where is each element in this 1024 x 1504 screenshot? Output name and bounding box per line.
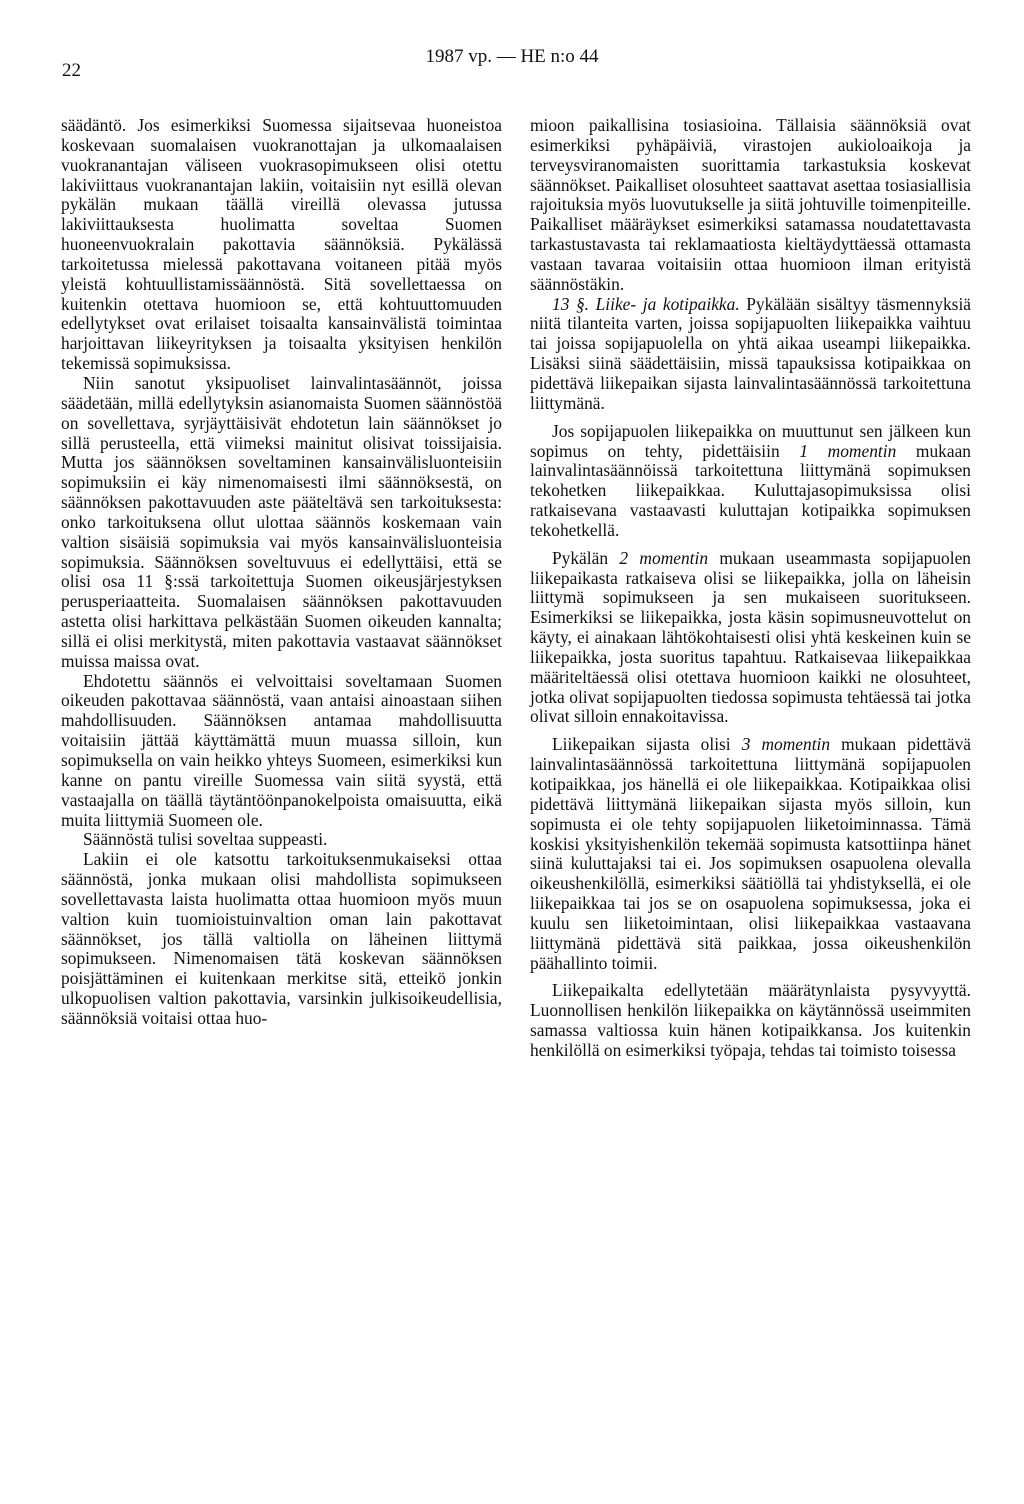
left-column [61,116,502,1029]
paragraph: Lakiin ei ole katsottu tarkoituksenmukaiseksi ottaa säännöstä, jonka mukaan olisi mahdollista sopimukseen sovellettavasta laista huolimatta ottaa huomioon myös muun valtion kuin tuomioistuinvaltion oman lain pakottavat säännökset, jos tällä valtiolla on läheinen liittymä sopimukseen. Nimenomaisen tätä koskevan säännöksen poisjättäminen ei kuitenkaan merkitse sitä, etteikö jonkin ulkopuolisen valtion pakottavia, varsinkin julkisoikeudellisia, säännöksiä voitaisi ottaa huo- [61,849,502,1028]
paragraph-text: mukaan lainvalintasäännöissä tarkoitettuna liittymänä sopimuksen tekohetken liikepaikkaa. Kuluttajasopimuksissa olisi ratkaisevana vastaavasti kuluttajan kotipaikka sopimuksen tekohetkellä. [530,440,971,540]
paragraph [530,549,971,728]
paragraph: säädäntö. Jos esimerkiksi Suomessa sijaitsevaa huoneistoa koskevaan suomalaisen vuokranottajan ja ulkomaalaisen vuokranantajan väliseen vuokrasopimukseen olisi otettu lakiviittaus vuokranantajan lakiin, voitaisiin nyt esillä olevan pykälän mukaan täällä vireillä olevassa jutussa lakiviittauksesta huolimatta soveltaa Suomen huoneenvuokralain pakottavia säännöksiä. Pykälässä tarkoitetussa mielessä pakottavana voitaneen pitää myös yleistä kohtuullistamissäännöstä. Sitä sovellettaessa on kuitenkin otettava huomioon se, että kohtuuttomuuden edellytykset ovat erilaiset toisaalta kansainvälistä toimintaa harjoittavan liikeyrityksen ja toisaalta yksityisen henkilön tekemissä sopimuksissa. [61,115,502,374]
running-header: 1987 vp. — HE n:o 44 [425,46,599,67]
paragraph: Liikepaikalta edellytetään määrätynlaista pysyvyyttä. Luonnollisen henkilön liikepaikka on käytännössä useimmiten samassa valtiossa kuin hänen kotipaikkansa. Jos kuitenkin henkilöllä on esimerkiksi työpaja, tehdas tai toimisto toisessa [530,980,971,1060]
page-number: 22 [62,60,81,81]
paragraph: mioon paikallisina tosiasioina. Tällaisia säännöksiä ovat esimerkiksi pyhäpäiviä, virastojen aukioloaikoja ja terveysviranomaisten suorittamia tarkastuksia koskevat säännökset. Paikalliset olosuhteet saattavat asettaa tosiasiallisia rajoituksia myös luovutukselle ja siitä johtuville toimenpiteille. Paikalliset määräykset esimerkiksi satamassa noudatettavasta tarkastustavasta tai reklamaatiosta kieltäydyttäessä ottamasta vastaan tavaraa voitaisiin ottaa huomioon ilman erityistä säännöstäkin. [530,115,971,294]
paragraph-text: Jos sopijapuolen liikepaikka on muuttunut sen jälkeen kun sopimus on tehty, pidettäisiin [530,420,971,461]
emphasis: 1 momentin [799,440,897,461]
paragraph [530,422,971,541]
emphasis: 3 momentin [741,734,831,755]
paragraph-section-13 [530,295,971,414]
section-heading: 13 §. Liike- ja kotipaikka. [552,293,740,314]
paragraph: Ehdotettu säännös ei velvoittaisi soveltamaan Suomen oikeuden pakottavaa säännöstä, vaan antaisi ainoastaan siihen mahdollisuuden. Säännöksen antamaa mahdollisuutta voitaisiin jättää käyttämättä muun muassa silloin, kun sopimuksella on vain heikko yhteys Suomeen, esimerkiksi kun kanne on pantu vireille Suomessa vain siitä syystä, että vastaajalla on täällä täytäntöönpanokelpoista omaisuutta, eikä muita liittymiä Suomeen ole. [61,670,502,830]
paragraph-text: Pykälään sisältyy täsmennyksiä niitä tilanteita varten, joissa sopijapuolten liikepaikka vaihtuu tai joissa sopijapuolella on yhtä aikaa useampi liikepaikka. Lisäksi siinä säädettäisiin, missä tapauksissa kotipaikkaa on pidettävä liikepaikan sijasta lainvalintasäännössä tarkoitettuna liittymänä. [530,293,971,413]
emphasis: 2 momentin [619,547,709,568]
paragraph-text: mukaan pidettävä lainvalintasäännössä tarkoitettuna liittymänä sopijapuolen kotipaikkaa, jos hänellä ei ole liikepaikkaa. Kotipaikkaa olisi pidettävä liittymänä liikepaikan sijasta myös silloin, kun sopimusta ei ole tehty sopijapuolen liiketoiminnassa. Tämä koskisi yksityishenkilön tekemää sopimusta katsottiinpa hänet siinä kuluttajaksi tai ei. Jos sopimuksen osapuolena olevalla oikeushenkilöllä, esimerkiksi säätiöllä tai yhdistyksellä, ei ole liikepaikkaa tai jos se on osapuolena sopimuksessa, joka ei kuulu sen liiketoimintaan, olisi liikepaikkaa vastaavana liittymänä pidettävä sitä paikkaa, jossa oikeushenkilön päähallinto toimii. [530,734,971,973]
paragraph-text: Pykälän [552,547,620,568]
paragraph: Niin sanotut yksipuoliset lainvalintasäännöt, joissa säädetään, millä edellytyksin asianomaista Suomen säännöstöä on sovellettava, syrjäyttäisivät ehdotetun lain säännökset jo sillä perusteella, että viimeksi mainitut olisivat toissijaisia. Mutta jos säännöksen soveltaminen kansainvälisluonteisiin sopimuksiin ei käy nimenomaisesti ilmi säännöksestä, on säännöksen pakottavuuden aste pääteltävä sen tarkoituksesta: onko tarkoituksena ollut ulottaa säännös koskemaan vain valtion sisäisiä sopimuksia vai myös kansainvälisluonteisia sopimuksia. Säännöksen soveltuvuus ei edellyttäisi, että se olisi osa 11 §:ssä tarkoitettuja Suomen oikeusjärjestyksen perusperiaatteita. Suomalaisen säännöksen pakottavuuden astetta olisi harkittava pelkästään Suomen oikeuden kannalta; sillä ei olisi merkitystä, miten pakottavia vastaavat säännökset muissa maissa ovat. [61,372,502,671]
paragraph: Säännöstä tulisi soveltaa suppeasti. [83,829,328,850]
right-column [530,116,971,1061]
paragraph [530,735,971,973]
paragraph-text: mukaan useammasta sopijapuolen liikepaikasta ratkaiseva olisi se liikepaikka, jolla on läheisin liittymä sopimukseen ja sen mukaiseen suoritukseen. Esimerkiksi se liikepaikka, josta käsin sopimusneuvottelut on käyty, ei ainakaan lähtökohtaisesti olisi yhtä keskeinen kuin se liikepaikka, josta suoritus tapahtuu. Ratkaisevaa liikepaikkaa määriteltäessä olisi otettava huomioon kaikki ne olosuhteet, jotka olivat sopijapuolten tiedossa sopimusta tehtäessä tai jotka olivat silloin ennakoitavissa. [530,547,971,727]
paragraph-text: Liikepaikan sijasta olisi [552,734,742,755]
